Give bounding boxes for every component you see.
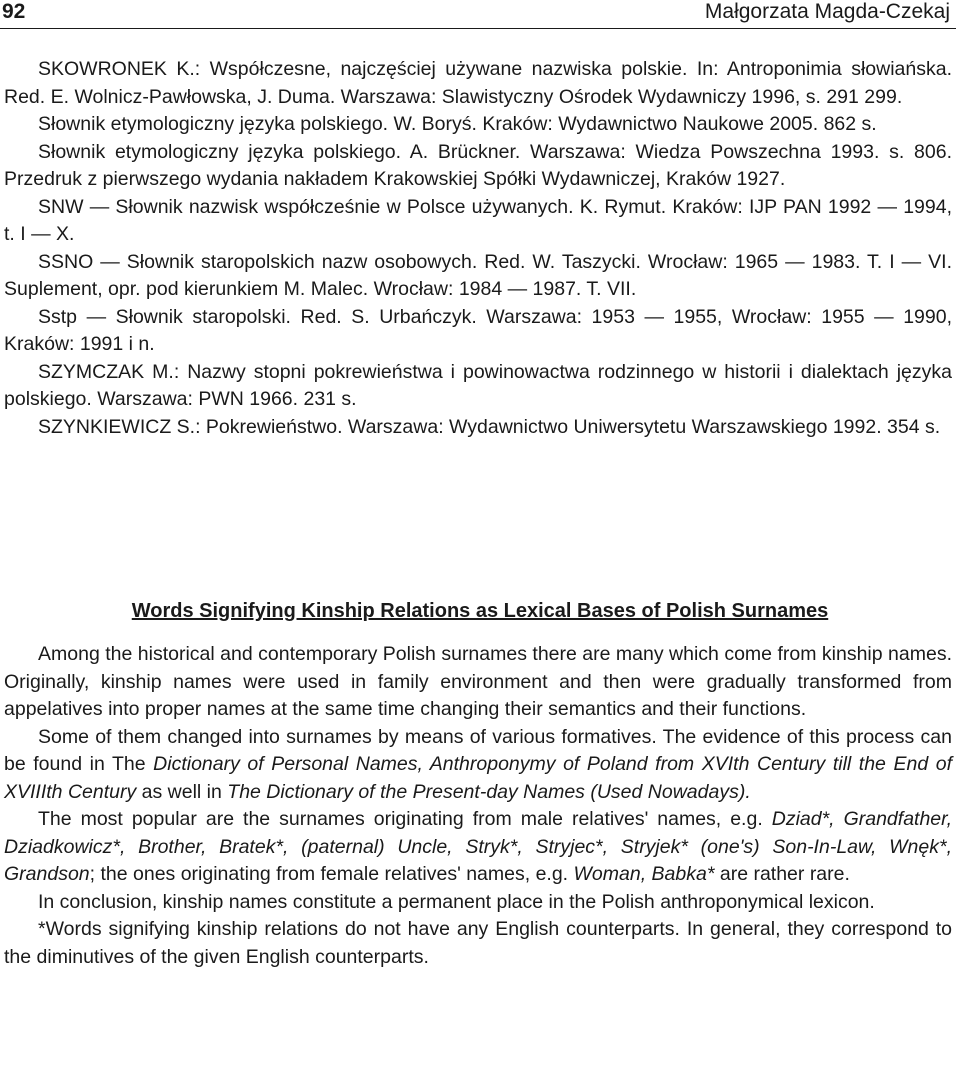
summary-paragraph: In conclusion, kinship names constitute a permanent place in the Polish anthroponymical lexicon. xyxy=(38,890,875,913)
dictionary-title: The Dictionary of the Present-day Names (Used Nowadays). xyxy=(227,780,751,803)
text-run: as well in xyxy=(136,780,228,803)
text-run: The most popular are the surnames originating from male relatives' names, e.g. xyxy=(38,808,772,830)
summary-title: Words Signifying Kinship Relations as Lexical Bases of Polish Surnames xyxy=(131,600,829,622)
surname-examples: Woman, Babka* xyxy=(573,863,715,885)
summary-paragraph: *Words signifying kinship relations do not have any English counterparts. In general, they correspond to the diminutives of the given English counterparts. xyxy=(4,918,952,968)
summary-paragraph xyxy=(4,724,952,807)
summary-paragraph: Among the historical and contemporary Polish surnames there are many which come from kinship names. Originally, kinship names were used in family environment and then were gradually transformed from appelatives into proper names at the same time changing their semantics and their functions. xyxy=(4,643,952,720)
summary-body xyxy=(4,641,952,971)
running-head-author: Małgorzata Magda-Czekaj xyxy=(704,0,950,23)
bibliography-entry: Sstp — Słownik staropolski. Red. S. Urbańczyk. Warszawa: 1953 — 1955, Wrocław: 1955 — 1990, Kraków: 1991 i n. xyxy=(4,305,952,355)
text-run: Some of them changed into surnames by means of various formatives. The evidence of this process can be found in The xyxy=(4,725,952,775)
surname-examples: Dziad*, Grandfather, Dziadkowicz*, Brother, Bratek*, (paternal) Uncle, Stryk*, Stryjec*, Stryjek* (one's) Son-In-Law, Wnęk*, Grandson xyxy=(4,808,952,885)
bibliography-entry: SNW — Słownik nazwisk współcześnie w Polsce używanych. K. Rymut. Kraków: IJP PAN 1992 — 1994, t. I — X. xyxy=(4,195,952,245)
text-run: are rather rare. xyxy=(714,863,850,885)
bibliography-entry: Słownik etymologiczny języka polskiego. A. Brückner. Warszawa: Wiedza Powszechna 1993. s. 806. Przedruk z pierwszego wydania nakładem Krakowskiej Spółki Wydawniczej, Kraków 1927. xyxy=(4,140,952,190)
page-header xyxy=(0,0,956,29)
bibliography-entry: SSNO — Słownik staropolskich nazw osobowych. Red. W. Taszycki. Wrocław: 1965 — 1983. T. I — VI. Suplement, opr. pod kierunkiem M. Malec. Wrocław: 1984 — 1987. T. VII. xyxy=(4,250,952,300)
bibliography xyxy=(4,56,952,441)
bibliography-entry: SZYNKIEWICZ S.: Pokrewieństwo. Warszawa: Wydawnictwo Uniwersytetu Warszawskiego 1992. 354 s. xyxy=(38,415,941,438)
bibliography-entry: SZYMCZAK M.: Nazwy stopni pokrewieństwa i powinowactwa rodzinnego w historii i dialektach języka polskiego. Warszawa: PWN 1966. 231 s. xyxy=(4,360,952,410)
dictionary-title: Dictionary of Personal Names, Anthroponymy of Poland from XVIth Century till the End of XVIIIth Century xyxy=(4,753,952,803)
summary-paragraph xyxy=(4,806,952,889)
text-run: ; the ones originating from female relatives' names, e.g. xyxy=(89,863,574,885)
page-number: 92 xyxy=(2,0,26,23)
bibliography-entry: SKOWRONEK K.: Współczesne, najczęściej używane nazwiska polskie. In: Antroponimia słowiańska. Red. E. Wolnicz-Pawłowska, J. Duma. Warszawa: Slawistyczny Ośrodek Wydawniczy 1996, s. 291 299. xyxy=(4,58,952,108)
bibliography-entry: Słownik etymologiczny języka polskiego. W. Boryś. Kraków: Wydawnictwo Naukowe 2005. 862 s. xyxy=(38,113,877,135)
